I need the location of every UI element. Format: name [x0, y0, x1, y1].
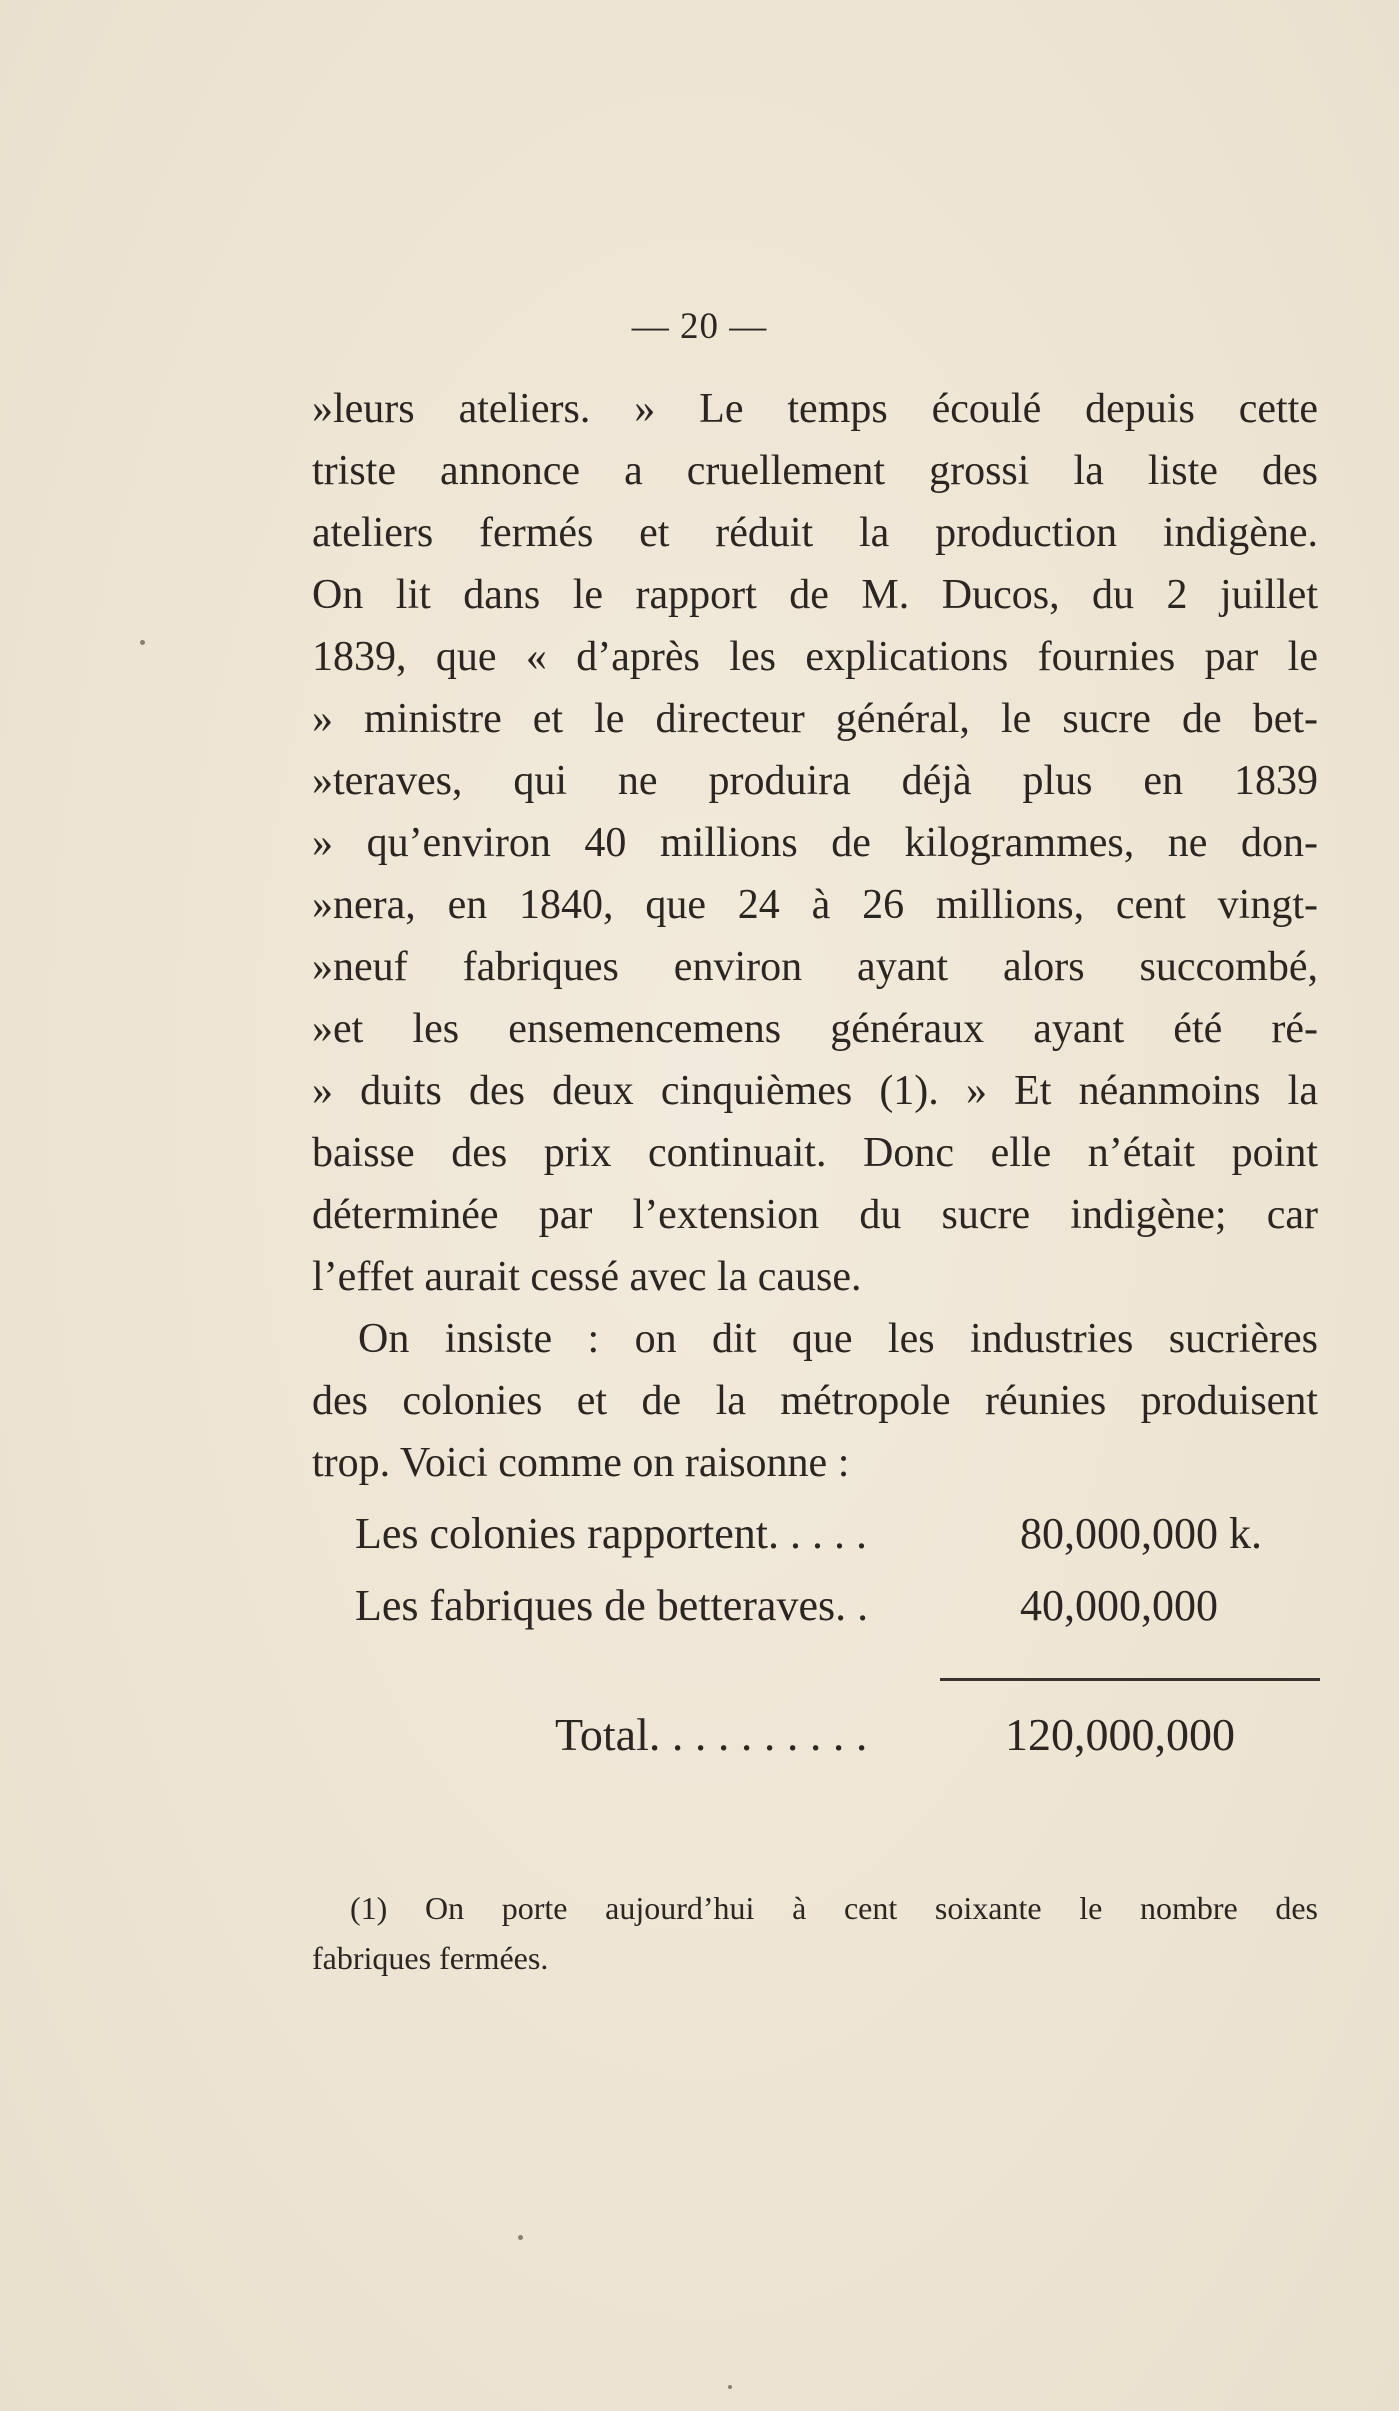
page-number: — 20 —	[631, 306, 768, 347]
sum-row-label: Les colonies rapportent. . . . .	[355, 1509, 867, 1558]
body-line: »leurs ateliers. » Le temps écoulé depuis cette	[312, 386, 1318, 432]
body-line: »neuf fabriques environ ayant alors succombé,	[312, 944, 1318, 990]
footnote	[312, 1883, 1318, 1983]
body-line: On insiste : on dit que les industries sucrières	[358, 1316, 1318, 1362]
total-row	[555, 1708, 1315, 1778]
sum-row	[355, 1508, 1315, 1580]
body-line: »teraves, qui ne produira déjà plus en 1839	[312, 758, 1318, 804]
body-line: »et les ensemencemens généraux ayant été ré-	[312, 1006, 1318, 1052]
body-line: » qu’environ 40 millions de kilogrammes, ne don-	[312, 820, 1318, 866]
paper-speck	[728, 2385, 732, 2389]
body-line: 1839, que « d’après les explications fournies par le	[312, 634, 1318, 680]
production-sum-table	[355, 1508, 1315, 1760]
sum-row-value: 80,000,000 k.	[1020, 1509, 1262, 1558]
body-line: ateliers fermés et réduit la production indigène.	[312, 510, 1318, 556]
total-label: Total. . . . . . . . . .	[555, 1709, 868, 1760]
body-line: » duits des deux cinquièmes (1). » Et néanmoins la	[312, 1068, 1318, 1114]
sum-divider-rule	[940, 1678, 1320, 1681]
paper-speck	[140, 640, 145, 645]
body-line: des colonies et de la métropole réunies produisent	[312, 1378, 1318, 1424]
body-line: triste annonce a cruellement grossi la liste des	[312, 448, 1318, 494]
body-line: l’effet aurait cessé avec la cause.	[312, 1254, 862, 1300]
body-line: On lit dans le rapport de M. Ducos, du 2 juillet	[312, 572, 1318, 618]
sum-row	[355, 1580, 1315, 1652]
body-line: trop. Voici comme on raisonne :	[312, 1440, 850, 1486]
sum-row-value: 40,000,000	[1020, 1581, 1218, 1630]
paper-speck	[518, 2235, 523, 2240]
total-value: 120,000,000	[1005, 1709, 1235, 1760]
body-line: »nera, en 1840, que 24 à 26 millions, cent vingt-	[312, 882, 1318, 928]
body-line: baisse des prix continuait. Donc elle n’était point	[312, 1130, 1318, 1176]
body-line: déterminée par l’extension du sucre indigène; car	[312, 1192, 1318, 1238]
footnote-line: fabriques fermées.	[312, 1940, 549, 1976]
body-text	[312, 378, 1318, 1494]
body-line: » ministre et le directeur général, le sucre de bet-	[312, 696, 1318, 742]
footnote-line: (1) On porte aujourd’hui à cent soixante le nombre des	[350, 1890, 1318, 1926]
sum-row-label: Les fabriques de betteraves. .	[355, 1581, 869, 1630]
